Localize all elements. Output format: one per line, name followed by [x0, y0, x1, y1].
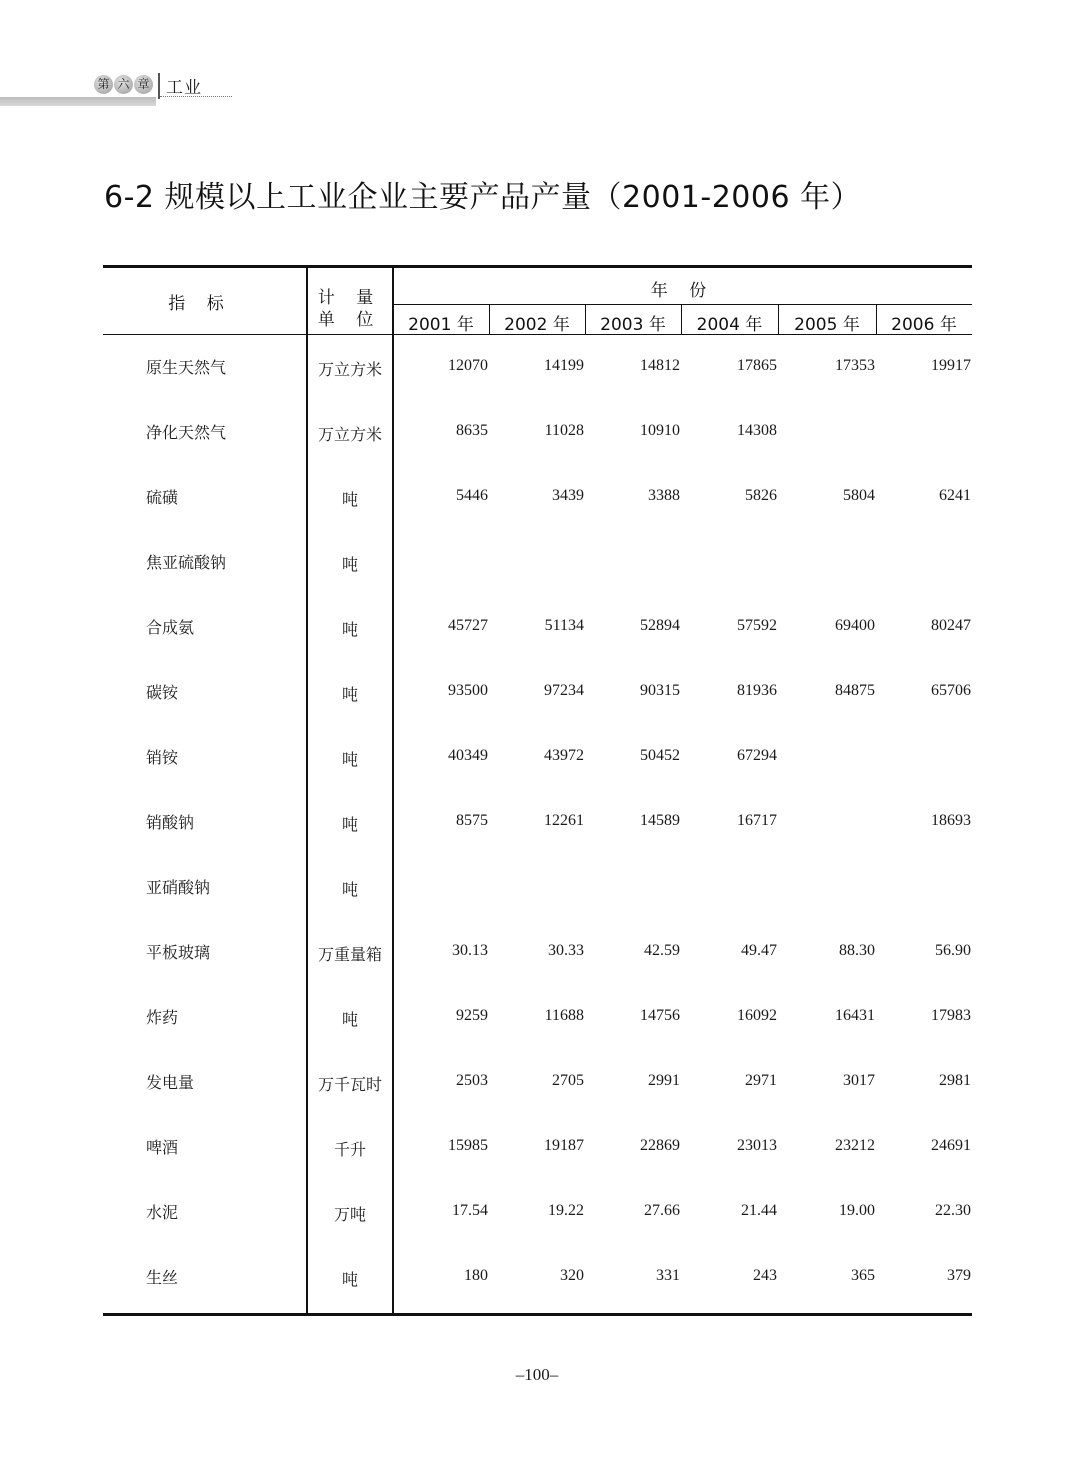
table-row [103, 1200, 972, 1226]
year-header: 2003 年 [600, 315, 666, 335]
row-indicator-name: 原生天然气 [146, 358, 227, 377]
header-gray-bar [0, 97, 156, 106]
value-cell: 23013 [737, 1137, 777, 1154]
value-cell: 5804 [843, 487, 875, 504]
value-cell: 11688 [544, 1007, 584, 1024]
value-cell: 18693 [931, 812, 971, 829]
header-unit-line1: 计 量 [317, 288, 382, 308]
table-row [103, 485, 972, 511]
row-indicator-name: 平板玻璃 [146, 943, 211, 962]
row-unit: 千升 [333, 1140, 366, 1159]
value-cell: 14589 [640, 812, 680, 829]
value-cell: 14308 [737, 422, 777, 439]
value-cell: 42.59 [644, 942, 680, 959]
row-unit: 吨 [341, 1270, 358, 1289]
chapter-badge [94, 75, 154, 94]
value-cell: 14756 [640, 1007, 680, 1024]
value-cell: 2705 [552, 1072, 584, 1089]
value-cell: 80247 [931, 617, 971, 634]
value-cell: 30.13 [452, 942, 488, 959]
header-dotted-line [160, 96, 232, 97]
value-cell: 3439 [552, 487, 584, 504]
value-cell: 22869 [640, 1137, 680, 1154]
value-cell: 12261 [544, 812, 584, 829]
row-indicator-name: 炸药 [146, 1008, 179, 1027]
value-cell: 22.30 [935, 1202, 971, 1219]
row-unit: 吨 [341, 620, 358, 639]
value-cell: 93500 [448, 682, 488, 699]
table-row [103, 745, 972, 771]
value-cell: 90315 [640, 682, 680, 699]
header-section-name: 工业 [166, 78, 202, 98]
value-cell: 16431 [835, 1007, 875, 1024]
value-cell: 180 [464, 1267, 488, 1284]
value-cell: 2981 [939, 1072, 971, 1089]
value-cell: 16717 [737, 812, 777, 829]
value-cell: 30.33 [548, 942, 584, 959]
row-indicator-name: 水泥 [146, 1203, 179, 1222]
value-cell: 43972 [544, 747, 584, 764]
header-years: 年 份 [650, 281, 715, 301]
table-row [103, 810, 972, 836]
page-title: 6-2 规模以上工业企业主要产品产量（2001-2006 年） [104, 180, 862, 215]
value-cell: 5446 [456, 487, 488, 504]
year-header: 2002 年 [504, 315, 570, 335]
year-header: 2004 年 [696, 315, 763, 335]
value-cell: 9259 [456, 1007, 488, 1024]
value-cell: 8575 [456, 812, 488, 829]
table-row [103, 355, 972, 381]
table-row [103, 550, 972, 576]
row-indicator-name: 亚硝酸钠 [146, 878, 211, 897]
value-cell: 65706 [931, 682, 971, 699]
value-cell: 19187 [544, 1137, 584, 1154]
value-cell: 3388 [648, 487, 680, 504]
value-cell: 2503 [456, 1072, 488, 1089]
value-cell: 19.22 [548, 1202, 584, 1219]
page-number: –100– [515, 1365, 559, 1384]
year-header: 2005 年 [794, 315, 860, 335]
value-cell: 17865 [737, 357, 777, 374]
year-header: 2006 年 [891, 315, 957, 335]
value-cell: 15985 [448, 1137, 488, 1154]
value-cell: 14199 [544, 357, 584, 374]
table-row [103, 680, 972, 706]
row-indicator-name: 焦亚硫酸钠 [146, 553, 227, 572]
table-row [103, 1070, 972, 1096]
value-cell: 5826 [745, 487, 777, 504]
row-indicator-name: 销酸钠 [146, 813, 195, 832]
value-cell: 331 [656, 1267, 680, 1284]
value-cell: 8635 [456, 422, 488, 439]
row-indicator-name: 销铵 [146, 748, 179, 767]
value-cell: 243 [753, 1267, 777, 1284]
row-unit: 吨 [341, 685, 358, 704]
header-unit-line2: 单 位 [317, 310, 382, 330]
row-unit: 吨 [341, 815, 358, 834]
chapter-seal-3: 章 [134, 75, 153, 94]
row-unit: 吨 [341, 880, 358, 899]
value-cell: 88.30 [839, 942, 875, 959]
value-cell: 19917 [931, 357, 971, 374]
value-cell: 16092 [737, 1007, 777, 1024]
table-row [103, 1265, 972, 1291]
value-cell: 40349 [448, 747, 488, 764]
value-cell: 57592 [737, 617, 777, 634]
value-cell: 84875 [835, 682, 875, 699]
row-unit: 万重量箱 [317, 945, 382, 964]
row-unit: 吨 [341, 490, 358, 509]
value-cell: 67294 [737, 747, 777, 764]
value-cell: 365 [851, 1267, 875, 1284]
row-indicator-name: 合成氨 [146, 618, 195, 637]
value-cell: 23212 [835, 1137, 875, 1154]
table-row [103, 615, 972, 641]
row-unit: 万立方米 [317, 360, 382, 379]
value-cell: 6241 [939, 487, 971, 504]
value-cell: 51134 [544, 617, 584, 634]
row-unit: 吨 [341, 555, 358, 574]
value-cell: 56.90 [935, 942, 971, 959]
value-cell: 45727 [448, 617, 488, 634]
table-row [103, 875, 972, 901]
value-cell: 11028 [544, 422, 584, 439]
value-cell: 2971 [745, 1072, 777, 1089]
table-row [103, 420, 972, 446]
value-cell: 24691 [931, 1137, 971, 1154]
value-cell: 2991 [648, 1072, 680, 1089]
row-indicator-name: 碳铵 [146, 683, 179, 702]
value-cell: 379 [947, 1267, 971, 1284]
header-indicator: 指 标 [168, 294, 232, 314]
value-cell: 69400 [835, 617, 875, 634]
year-header-rule [393, 304, 972, 305]
value-cell: 49.47 [741, 942, 777, 959]
value-cell: 320 [560, 1267, 584, 1284]
chapter-seal-2: 六 [114, 75, 133, 94]
value-cell: 50452 [640, 747, 680, 764]
value-cell: 19.00 [839, 1202, 875, 1219]
value-cell: 17983 [931, 1007, 971, 1024]
value-cell: 17.54 [452, 1202, 488, 1219]
value-cell: 52894 [640, 617, 680, 634]
value-cell: 27.66 [644, 1202, 680, 1219]
value-cell: 17353 [835, 357, 875, 374]
row-unit: 万吨 [333, 1205, 366, 1224]
year-header: 2001 年 [408, 315, 474, 335]
table-row [103, 1005, 972, 1031]
table-top-rule [103, 265, 972, 268]
table-row [103, 1135, 972, 1161]
row-indicator-name: 净化天然气 [146, 423, 227, 442]
row-unit: 万立方米 [317, 425, 382, 444]
row-indicator-name: 发电量 [146, 1073, 195, 1092]
row-unit: 万千瓦时 [317, 1075, 382, 1094]
value-cell: 97234 [544, 682, 584, 699]
value-cell: 3017 [843, 1072, 875, 1089]
value-cell: 21.44 [741, 1202, 777, 1219]
row-unit: 吨 [341, 1010, 358, 1029]
value-cell: 81936 [737, 682, 777, 699]
value-cell: 14812 [640, 357, 680, 374]
row-unit: 吨 [341, 750, 358, 769]
table-row [103, 940, 972, 966]
table-bottom-rule [103, 1313, 972, 1316]
row-indicator-name: 啤酒 [146, 1138, 179, 1157]
value-cell: 10910 [640, 422, 680, 439]
row-indicator-name: 硫磺 [146, 488, 179, 507]
value-cell: 12070 [448, 357, 488, 374]
row-indicator-name: 生丝 [146, 1268, 179, 1287]
chapter-seal-1: 第 [94, 75, 113, 94]
